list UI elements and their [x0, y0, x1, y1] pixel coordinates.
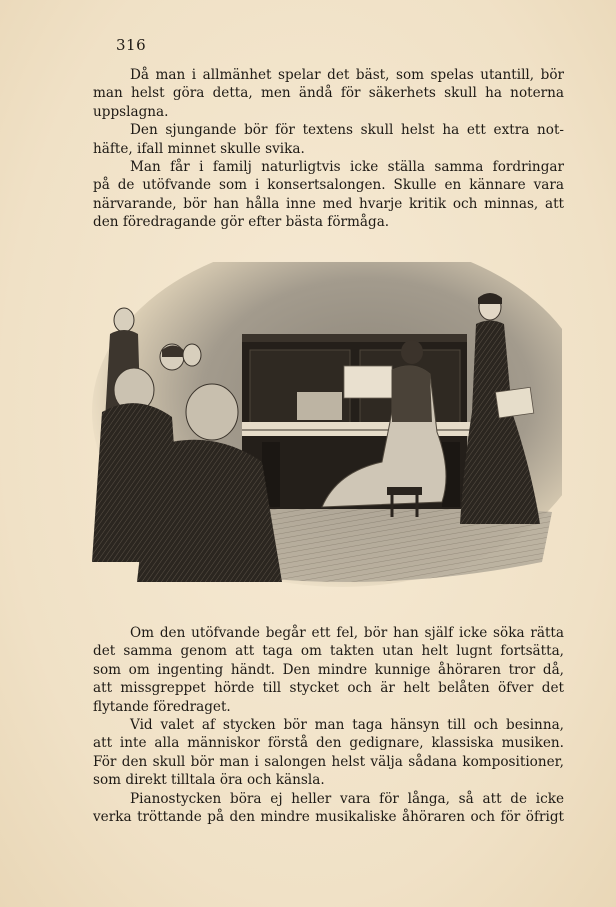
- text-line: den föredragande gör efter bästa förmåga.: [93, 214, 390, 231]
- text-line: det samma genom att taga om takten utan helt lugnt fortsätta,: [93, 643, 564, 660]
- text-line: uppslagna.: [93, 103, 169, 120]
- page-number: 316: [116, 36, 147, 54]
- text-line: För den skull bör man i salongen helst välja sådana kompositioner,: [93, 753, 564, 770]
- text-line: Pianostycken böra ej heller vara för långa, så att de icke: [130, 790, 564, 807]
- text-line: som direkt tilltala öra och känsla.: [93, 772, 325, 789]
- paragraph: [93, 790, 564, 827]
- text-line: som om ingenting händt. Den mindre kunnige åhöraren tror då,: [93, 661, 564, 678]
- engraving-svg: [92, 262, 562, 592]
- illustration-piano-recital: [92, 262, 562, 592]
- text-line: flytande föredraget.: [93, 698, 231, 715]
- text-line: Då man i allmänhet spelar det bäst, som spelas utantill, bör: [130, 67, 564, 83]
- text-line: på de utöfvande som i konsertsalongen. Skulle en kännare vara: [93, 177, 564, 194]
- sheet-music: [344, 366, 392, 398]
- text-line: att missgreppet hörde till stycket och är helt belåten öfver det: [93, 680, 564, 697]
- paragraph: [93, 624, 564, 716]
- text-line: Om den utöfvande begår ett fel, bör han själf icke söka rätta: [130, 625, 564, 641]
- text-line: häfte, ifall minnet skulle svika.: [93, 140, 305, 157]
- text-line: närvarande, bör han hålla inne med hvarje kritik och minnas, att: [93, 195, 564, 212]
- paragraph: [93, 121, 564, 158]
- text-line: att inte alla människor förstå den gedignare, klassiska musiken.: [93, 735, 564, 752]
- paragraph: [93, 66, 564, 121]
- paragraph: [93, 158, 564, 232]
- text-line: Den sjungande bör för textens skull helst ha ett extra not-: [130, 122, 564, 139]
- text-block-bottom: [93, 624, 564, 826]
- text-line: verka tröttande på den mindre musikaliske åhöraren och för öfrigt: [93, 809, 564, 826]
- paragraph: [93, 716, 564, 790]
- text-line: man helst göra detta, men ändå för säkerhets skull ha noterna: [93, 85, 564, 102]
- text-line: Man får i familj naturligtvis icke ställa samma fordringar: [130, 159, 564, 176]
- text-block-top: [93, 66, 564, 232]
- text-line: Vid valet af stycken bör man taga hänsyn till och besinna,: [130, 717, 564, 734]
